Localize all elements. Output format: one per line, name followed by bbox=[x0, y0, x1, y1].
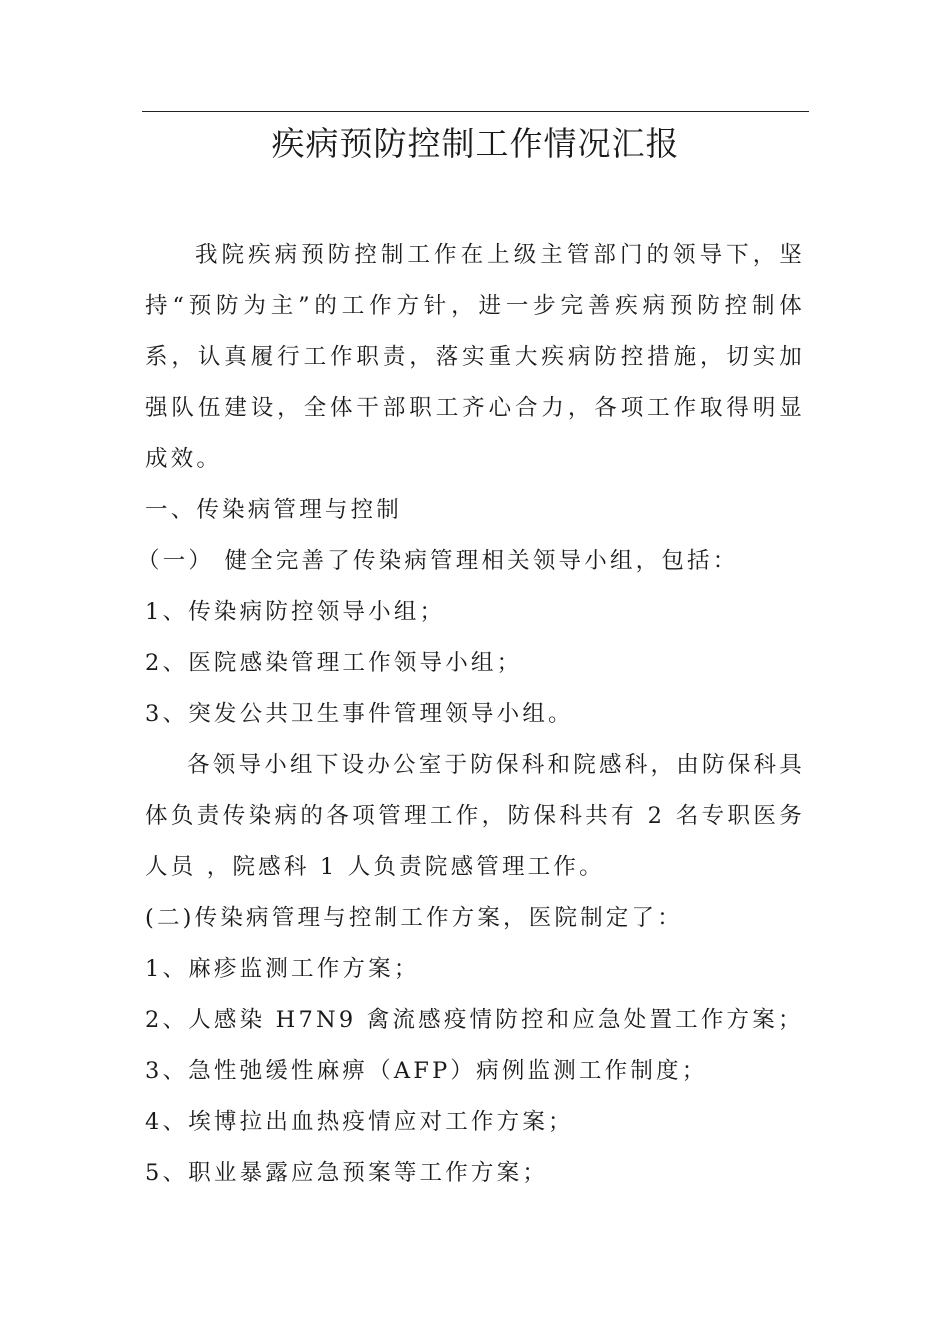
list-item: 1、传染病防控领导小组； bbox=[145, 599, 446, 625]
header-rule bbox=[142, 111, 809, 112]
list-item: 3、突发公共卫生事件管理领导小组。 bbox=[145, 701, 574, 727]
list-item: 4、埃博拉出血热疫情应对工作方案； bbox=[145, 1109, 574, 1135]
subsection-heading: （一） 健全完善了传染病管理相关领导小组，包括： bbox=[137, 548, 739, 574]
intro-paragraph: 我院疾病预防控制工作在上级主管部门的领导下，坚持“预防为主”的工作方针，进一步完善疾病预防控制体系，认真履行工作职责，落实重大疾病防控措施，切实加强队伍建设，全体干部职工齐心合力，各项工作取得明显成效。 bbox=[145, 242, 805, 472]
document-body bbox=[137, 230, 805, 1199]
body-paragraph: 各领导小组下设办公室于防保科和院感科，由防保科具体负责传染病的各项管理工作，防保科共有 2 名专职医务人员 ，院感科 1 人负责院感管理工作。 bbox=[145, 752, 805, 880]
document-title: 疾病预防控制工作情况汇报 bbox=[271, 124, 680, 163]
list-item: 1、麻疹监测工作方案； bbox=[145, 956, 420, 982]
list-item: 2、医院感染管理工作领导小组； bbox=[145, 650, 523, 676]
section-heading: 一、传染病管理与控制 bbox=[145, 497, 403, 523]
subsection-heading: (二)传染病管理与控制工作方案，医院制定了： bbox=[145, 905, 683, 931]
list-item: 5、职业暴露应急预案等工作方案； bbox=[145, 1160, 549, 1186]
list-item: 2、人感染 H7N9 禽流感疫情防控和应急处置工作方案； bbox=[145, 1007, 804, 1033]
list-item: 3、急性弛缓性麻痹（AFP）病例监测工作制度； bbox=[145, 1058, 708, 1084]
